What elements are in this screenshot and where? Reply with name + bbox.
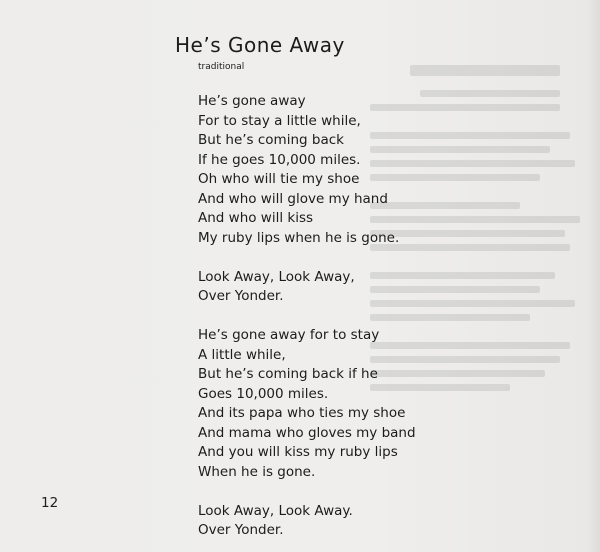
- lyric-line: And mama who gloves my band: [198, 424, 416, 441]
- lyric-line: And who will glove my hand: [198, 190, 388, 207]
- song-credit: traditional: [198, 62, 245, 72]
- lyric-line: Oh who will tie my shoe: [198, 171, 360, 187]
- lyric-line: Over Yonder.: [198, 288, 284, 304]
- lyric-line: If he goes 10,000 miles.: [198, 151, 361, 168]
- lyric-line: And you will kiss my ruby lips: [198, 444, 398, 460]
- lyric-line: But he’s coming back if he: [198, 366, 378, 382]
- stanza-gap: [198, 307, 416, 327]
- lyric-line: But he’s coming back: [198, 132, 344, 148]
- stanza-gap: [198, 482, 416, 502]
- lyric-line: A little while,: [198, 346, 286, 363]
- lyric-line: My ruby lips when he is gone.: [198, 229, 400, 246]
- lyric-line: Look Away, Look Away.: [198, 502, 353, 519]
- lyric-line: Look Away, Look Away,: [198, 268, 355, 285]
- lyric-line: And its papa who ties my shoe: [198, 405, 406, 421]
- lyric-line: When he is gone.: [198, 463, 316, 480]
- lyrics-block: [198, 92, 416, 541]
- page-edge-shadow: [586, 0, 600, 552]
- song-title: He’s Gone Away: [175, 33, 345, 57]
- lyric-line: And who will kiss: [198, 210, 314, 226]
- page-number: 12: [41, 495, 59, 511]
- lyric-line: He’s gone away: [198, 93, 306, 109]
- lyric-line: He’s gone away for to stay: [198, 327, 380, 343]
- stanza-gap: [198, 248, 416, 268]
- lyric-line: Over Yonder.: [198, 522, 284, 538]
- lyric-line: Goes 10,000 miles.: [198, 385, 329, 402]
- lyric-line: For to stay a little while,: [198, 112, 361, 129]
